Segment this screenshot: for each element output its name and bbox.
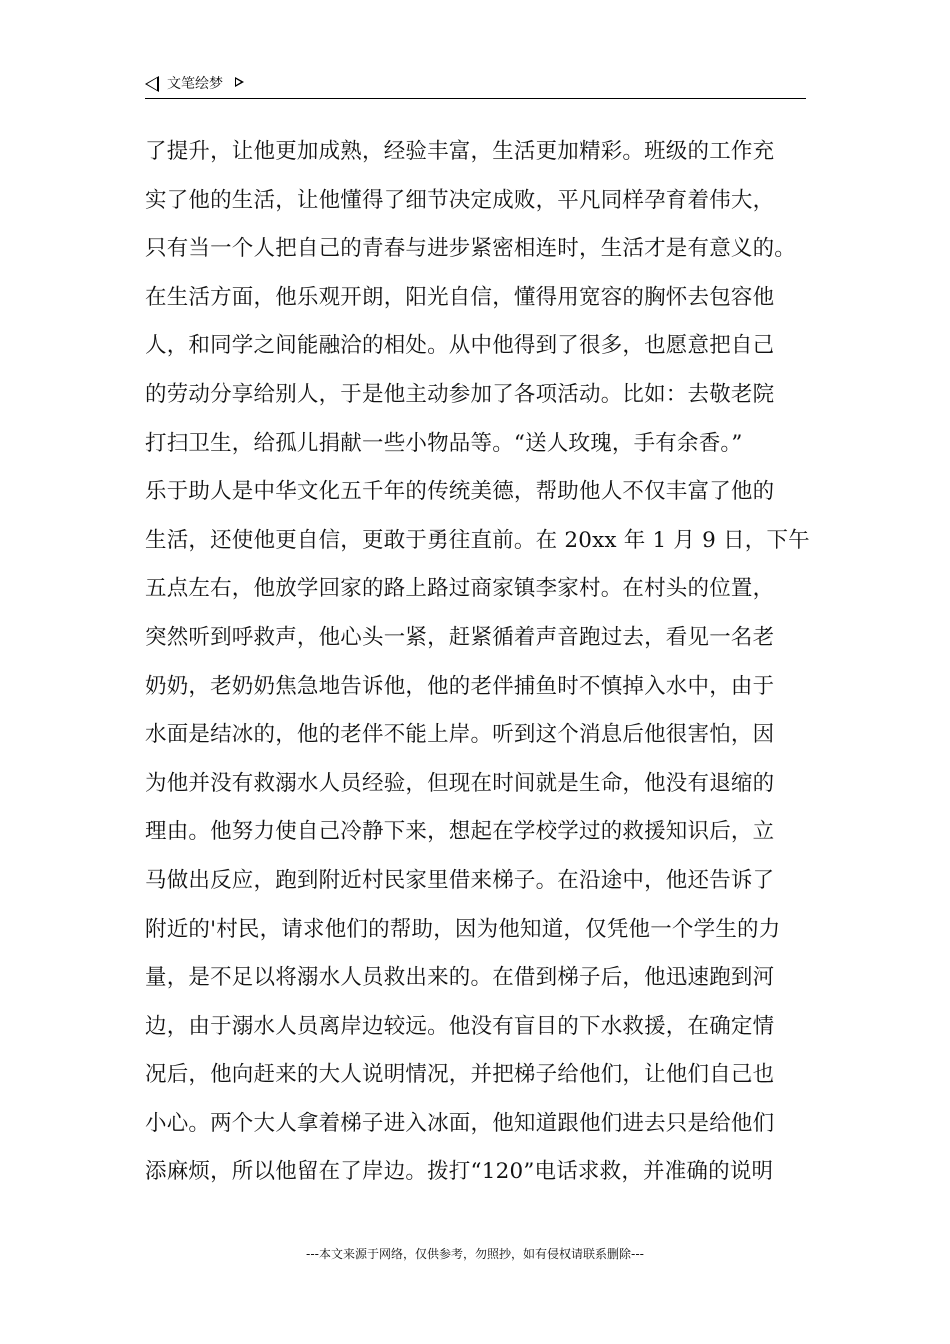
body-line: 了提升，让他更加成熟，经验丰富，生活更加精彩。班级的工作充 [145,139,775,164]
page-header [145,74,806,99]
body-line: 为他并没有救溺水人员经验，但现在时间就是生命，他没有退缩的 [145,770,775,796]
body-line: 实了他的生活，让他懂得了细节决定成败，平凡同样孕育着伟大， [145,187,775,213]
body-line: 量，是不足以将溺水人员救出来的。在借到梯子后，他迅速跑到河 [145,965,775,991]
body-line: 马做出反应，跑到附近村民家里借来梯子。在沿途中，他还告诉了 [145,867,775,893]
body-line: 添麻烦，所以他留在了岸边。拨打“120”电话求救，并准确的说明 [145,1159,774,1185]
body-line: 奶奶，老奶奶焦急地告诉他，他的老伴捕鱼时不慎掉入水中，由于 [145,673,775,699]
footer-disclaimer: ---本文来源于网络，仅供参考，勿照抄，如有侵权请联系删除--- [306,1247,644,1261]
body-line: 小心。两个大人拿着梯子进入冰面，他知道跟他们进去只是给他们 [145,1110,775,1136]
right-triangle-icon [235,77,244,87]
body-line: 乐于助人是中华文化五千年的传统美德，帮助他人不仅丰富了他的 [145,479,775,505]
left-triangle-icon [145,76,159,92]
body-line: 人，和同学之间能融洽的相处。从中他得到了很多，也愿意把自己 [145,333,775,359]
body-line: 附近的'村民，请求他们的帮助，因为他知道，仅凭他一个学生的力 [145,916,781,942]
body-line: 的劳动分享给别人，于是他主动参加了各项活动。比如：去敬老院 [145,381,775,407]
body-line: 水面是结冰的，他的老伴不能上岸。听到这个消息后他很害怕，因 [145,722,775,748]
document-body [145,128,815,1197]
body-line: 突然听到呼救声，他心头一紧，赶紧循着声音跑过去，看见一名老 [145,624,775,650]
body-line: 五点左右，他放学回家的路上路过商家镇李家村。在村头的位置， [145,576,775,602]
body-line: 边，由于溺水人员离岸边较远。他没有盲目的下水救援，在确定情 [145,1013,775,1039]
body-line: 只有当一个人把自己的青春与进步紧密相连时，生活才是有意义的。 [145,236,797,262]
body-line: 况后，他向赶来的大人说明情况，并把梯子给他们，让他们自己也 [145,1062,775,1088]
body-line: 打扫卫生，给孤儿捐献一些小物品等。“送人玫瑰，手有余香。” [145,430,743,456]
header-title: 文笔绘梦 [167,76,223,92]
body-line: 在生活方面，他乐观开朗，阳光自信，懂得用宽容的胸怀去包容他 [145,284,775,310]
body-line: 理由。他努力使自己冷静下来，想起在学校学过的救援知识后，立 [145,819,775,845]
body-line: 生活，还使他更自信，更敢于勇往直前。在 20xx 年 1 月 9 日，下午 [145,527,810,553]
